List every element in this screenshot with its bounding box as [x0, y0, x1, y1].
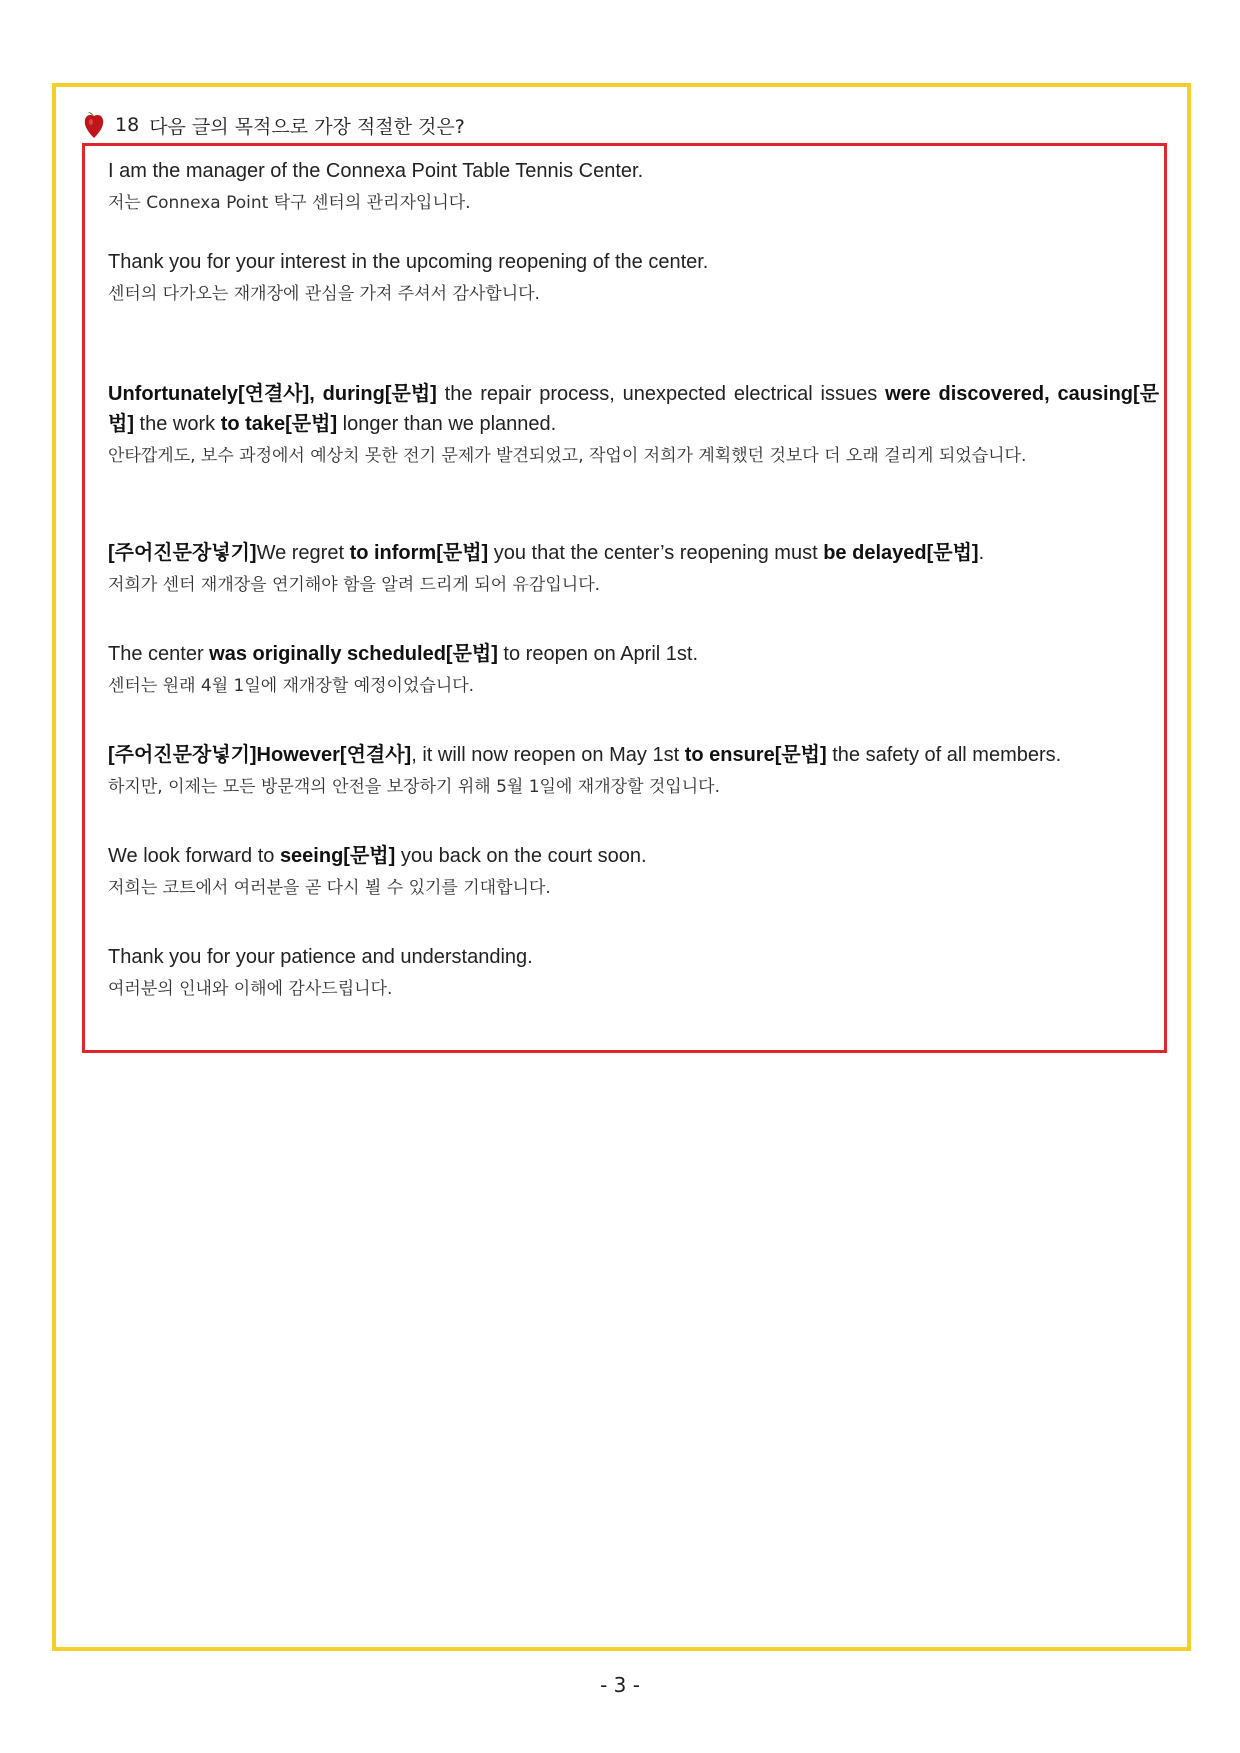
korean-translation: 하지만, 이제는 모든 방문객의 안전을 보장하기 위해 5월 1일에 재개장할 것입니다.	[108, 777, 720, 797]
grammar-highlight: [주어진문장넣기]However[연결사]	[108, 744, 412, 766]
sentence-text: longer than we planned.	[337, 413, 557, 435]
english-sentence	[94, 156, 1159, 186]
sentence-text: you back on the court soon.	[395, 845, 647, 867]
paragraph	[94, 247, 1159, 309]
sentence-text: the work	[133, 413, 221, 435]
grammar-highlight: to inform[문법]	[349, 542, 489, 564]
english-sentence	[94, 538, 1159, 568]
english-sentence	[94, 942, 1159, 972]
korean-translation: 센터의 다가오는 재개장에 관심을 가져 주셔서 감사합니다.	[108, 284, 540, 304]
sentence-text: Thank you for your patience and understanding.	[108, 946, 533, 968]
english-sentence	[94, 379, 1159, 439]
sentence-text: you that the center’s reopening must	[488, 542, 824, 564]
grammar-highlight: Unfortunately[연결사], during[문법]	[108, 383, 437, 405]
sentence-text: the safety of all members.	[826, 744, 1062, 766]
sentence-text: We look forward to	[108, 845, 280, 867]
sentence-text: We regret	[256, 542, 350, 564]
sentence-text: to reopen on April 1st.	[497, 643, 699, 665]
korean-translation: 센터는 원래 4월 1일에 재개장할 예정이었습니다.	[108, 676, 475, 696]
paragraph	[94, 156, 1159, 218]
grammar-highlight: [주어진문장넣기]	[108, 542, 257, 564]
korean-translation: 저는 Connexa Point 탁구 센터의 관리자입니다.	[108, 193, 471, 213]
question-prompt: 다음 글의 목적으로 가장 적절한 것은?	[149, 115, 465, 138]
grammar-highlight: were discovered, causing[문법]	[108, 383, 1160, 435]
sentence-text: the repair process, unexpected electrical issues	[436, 383, 886, 405]
sentence-text: Thank you for your interest in the upcoming reopening of the center.	[108, 251, 709, 273]
korean-translation: 안타깝게도, 보수 과정에서 예상치 못한 전기 문제가 발견되었고, 작업이 저희가 계획했던 것보다 더 오래 걸리게 되었습니다.	[108, 446, 1027, 466]
korean-translation: 저희가 센터 재개장을 연기해야 함을 알려 드리게 되어 유감입니다.	[108, 575, 601, 595]
paragraph	[94, 538, 1159, 600]
korean-translation: 저희는 코트에서 여러분을 곧 다시 뵐 수 있기를 기대합니다.	[108, 878, 551, 898]
english-sentence	[94, 639, 1159, 669]
red-strawberry-icon	[83, 111, 105, 139]
question-header	[83, 110, 465, 140]
page-number: - 3 -	[600, 1673, 640, 1697]
paragraph	[94, 379, 1159, 471]
sentence-text: I am the manager of the Connexa Point Table Tennis Center.	[108, 160, 644, 182]
english-sentence	[94, 740, 1159, 770]
question-number: 18	[115, 114, 140, 136]
grammar-highlight: to ensure[문법]	[684, 744, 827, 766]
grammar-highlight: to take[문법]	[220, 413, 338, 435]
paragraph	[94, 841, 1159, 903]
paragraph	[94, 740, 1159, 802]
grammar-highlight: be delayed[문법]	[823, 542, 979, 564]
paragraph	[94, 639, 1159, 701]
english-sentence	[94, 841, 1159, 871]
korean-translation: 여러분의 인내와 이해에 감사드립니다.	[108, 979, 393, 999]
grammar-highlight: seeing[문법]	[279, 845, 396, 867]
grammar-highlight: was originally scheduled[문법]	[209, 643, 498, 665]
paragraph	[94, 942, 1159, 1004]
sentence-text: The center	[108, 643, 210, 665]
english-sentence	[94, 247, 1159, 277]
sentence-text: .	[978, 542, 985, 564]
sentence-text: , it will now reopen on May 1st	[411, 744, 685, 766]
